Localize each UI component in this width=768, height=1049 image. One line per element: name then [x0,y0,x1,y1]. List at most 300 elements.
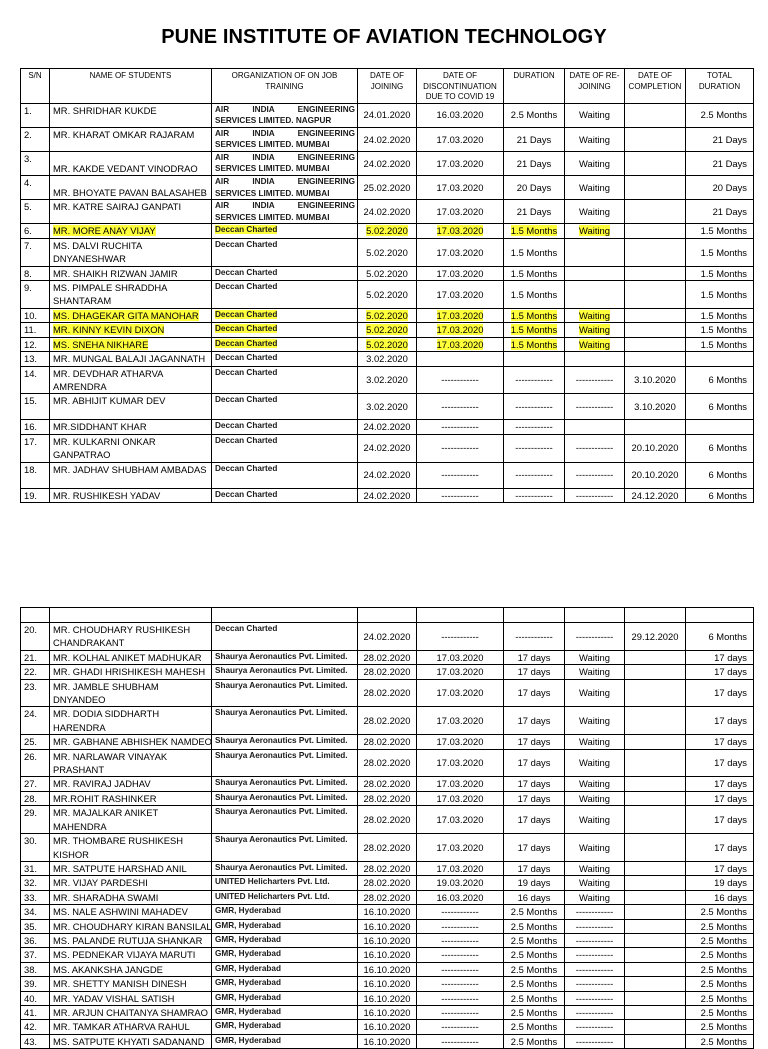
cell-rejoining: Waiting [565,890,625,904]
cell-total-duration: 2.5 Months [686,103,754,127]
cell-discontinuation: 17.03.2020 [417,665,504,679]
cell-date-of-joining: 28.02.2020 [358,665,417,679]
cell-duration: 17 days [504,707,565,735]
table-row [21,623,754,651]
cell-date-of-joining: 28.02.2020 [358,777,417,791]
cell-discontinuation: 17.03.2020 [417,151,504,175]
cell-discontinuation: 17.03.2020 [417,337,504,351]
cell-duration: 2.5 Months [504,948,565,962]
cell-date-of-joining: 16.10.2020 [358,948,417,962]
cell-completion [625,876,686,890]
cell-discontinuation: 17.03.2020 [417,735,504,749]
cell-total-duration: 17 days [686,679,754,707]
cell-organization: Shaurya Aeronautics Pvt. Limited. [212,679,358,707]
header-duration: DURATION [504,69,565,104]
cell-duration: 1.5 Months [504,238,565,266]
cell-date-of-joining: 24.02.2020 [358,200,417,224]
table-row [21,394,754,420]
cell-date-of-joining: 16.10.2020 [358,991,417,1005]
cell-duration: 2.5 Months [504,1020,565,1034]
header-sn: S/N [21,69,50,104]
cell-date-of-joining: 24.02.2020 [358,488,417,502]
cell-rejoining: Waiting [565,224,625,238]
table-row [21,890,754,904]
cell-name: MR. DEVDHAR ATHARVA AMRENDRA [50,366,212,394]
cell-duration: ------------ [504,488,565,502]
cell-sn: 1. [21,103,50,127]
cell-organization: Deccan Charted [212,281,358,309]
cell-name: MR. RAVIRAJ JADHAV [50,777,212,791]
cell-date-of-joining: 28.02.2020 [358,876,417,890]
cell-date-of-joining: 5.02.2020 [358,308,417,322]
cell-organization: GMR, Hyderabad [212,977,358,991]
cell-completion: 3.10.2020 [625,394,686,420]
cell-name: MR.ROHIT RASHINKER [50,791,212,805]
cell-organization: Deccan Charted [212,394,358,420]
table-row [21,919,754,933]
cell-discontinuation: 17.03.2020 [417,679,504,707]
cell-total-duration: 1.5 Months [686,323,754,337]
cell-total-duration: 2.5 Months [686,933,754,947]
cell-organization: AIR INDIA ENGINEERING SERVICES LIMITED. NAGPUR [212,103,358,127]
cell-organization: AIR INDIA ENGINEERING SERVICES LIMITED. MUMBAI [212,151,358,175]
table-row [21,488,754,502]
header-organization: ORGANIZATION OF ON JOB TRAINING [212,69,358,104]
cell-discontinuation: ------------ [417,488,504,502]
cell-name: MR. RUSHIKESH YADAV [50,488,212,502]
cell-rejoining: Waiting [565,176,625,200]
table-row [21,749,754,777]
cell-discontinuation: 16.03.2020 [417,890,504,904]
table-row [21,933,754,947]
cell-discontinuation: ------------ [417,948,504,962]
cell-completion [625,679,686,707]
cell-rejoining: Waiting [565,834,625,862]
cell-rejoining: ------------ [565,394,625,420]
table-row [21,462,754,488]
cell-completion [625,777,686,791]
cell-discontinuation: ------------ [417,977,504,991]
cell-sn: 24. [21,707,50,735]
cell-duration: 17 days [504,861,565,875]
cell-discontinuation: 17.03.2020 [417,323,504,337]
cell-discontinuation: 17.03.2020 [417,777,504,791]
cell-name: MR. SHETTY MANISH DINESH [50,977,212,991]
table-row [21,420,754,434]
cell-discontinuation: 17.03.2020 [417,806,504,834]
table-row [21,281,754,309]
cell-name: MR. NARLAWAR VINAYAK PRASHANT [50,749,212,777]
cell-organization: AIR INDIA ENGINEERING SERVICES LIMITED. MUMBAI [212,200,358,224]
cell-name: MR. GABHANE ABHISHEK NAMDEO [50,735,212,749]
cell-discontinuation: 17.03.2020 [417,861,504,875]
table-row [21,434,754,462]
cell-discontinuation: 17.03.2020 [417,749,504,777]
cell-organization: GMR, Hyderabad [212,933,358,947]
cell-sn: 23. [21,679,50,707]
table-row [21,103,754,127]
cell-total-duration: 6 Months [686,462,754,488]
cell-total-duration: 1.5 Months [686,224,754,238]
cell-organization: Deccan Charted [212,366,358,394]
cell-date-of-joining: 16.10.2020 [358,1034,417,1048]
cell-total-duration: 17 days [686,834,754,862]
cell-organization: GMR, Hyderabad [212,905,358,919]
cell-name: MR. KATRE SAIRAJ GANPATI [50,200,212,224]
cell-sn: 6. [21,224,50,238]
cell-rejoining: ------------ [565,962,625,976]
cell-sn: 5. [21,200,50,224]
cell-organization: UNITED Helicharters Pvt. Ltd. [212,890,358,904]
cell-sn: 19. [21,488,50,502]
cell-total-duration: 17 days [686,791,754,805]
cell-completion [625,919,686,933]
cell-duration: 2.5 Months [504,905,565,919]
students-table-2 [20,607,754,1049]
table-row [21,176,754,200]
cell-sn: 16. [21,420,50,434]
cell-duration: 17 days [504,834,565,862]
cell-name: MR. SHARADHA SWAMI [50,890,212,904]
cell-rejoining: ------------ [565,462,625,488]
cell-total-duration: 1.5 Months [686,281,754,309]
header-discontinuation: DATE OF DISCONTINUATION DUE TO COVID 19 [417,69,504,104]
cell-date-of-joining: 25.02.2020 [358,176,417,200]
cell-name: MR.SIDDHANT KHAR [50,420,212,434]
cell-rejoining: Waiting [565,308,625,322]
cell-rejoining: ------------ [565,919,625,933]
cell-name: MR. YADAV VISHAL SATISH [50,991,212,1005]
cell-discontinuation: 16.03.2020 [417,103,504,127]
cell-rejoining [565,238,625,266]
cell-completion [625,707,686,735]
table-row [21,679,754,707]
cell-name: MR. BHOYATE PAVAN BALASAHEB [50,176,212,200]
cell-discontinuation: 17.03.2020 [417,176,504,200]
cell-sn: 43. [21,1034,50,1048]
cell-completion [625,948,686,962]
cell-organization: Deccan Charted [212,323,358,337]
cell-duration: ------------ [504,420,565,434]
cell-organization: Shaurya Aeronautics Pvt. Limited. [212,650,358,664]
cell-rejoining: Waiting [565,777,625,791]
cell-rejoining: Waiting [565,679,625,707]
cell-total-duration: 21 Days [686,151,754,175]
cell-total-duration [686,420,754,434]
cell-date-of-joining: 28.02.2020 [358,707,417,735]
cell-discontinuation: ------------ [417,919,504,933]
cell-discontinuation: ------------ [417,905,504,919]
cell-duration [504,352,565,366]
cell-duration: 1.5 Months [504,337,565,351]
cell-completion [625,127,686,151]
table-row [21,238,754,266]
cell-organization: Shaurya Aeronautics Pvt. Limited. [212,861,358,875]
cell-sn: 39. [21,977,50,991]
cell-rejoining: Waiting [565,650,625,664]
cell-name: MR. KHARAT OMKAR RAJARAM [50,127,212,151]
cell-date-of-joining: 5.02.2020 [358,323,417,337]
cell-discontinuation: 17.03.2020 [417,650,504,664]
cell-sn: 37. [21,948,50,962]
cell-completion [625,834,686,862]
cell-sn: 7. [21,238,50,266]
cell-organization: AIR INDIA ENGINEERING SERVICES LIMITED. MUMBAI [212,127,358,151]
cell-date-of-joining: 5.02.2020 [358,266,417,280]
cell-name: MR. THOMBARE RUSHIKESH KISHOR [50,834,212,862]
cell-duration: 1.5 Months [504,323,565,337]
cell-duration: 2.5 Months [504,919,565,933]
cell-total-duration: 6 Months [686,366,754,394]
cell-completion [625,890,686,904]
cell-rejoining: Waiting [565,127,625,151]
cell-discontinuation: ------------ [417,962,504,976]
cell-rejoining: Waiting [565,323,625,337]
cell-duration: 16 days [504,890,565,904]
cell-name: MR. ABHIJIT KUMAR DEV [50,394,212,420]
cell-duration: ------------ [504,623,565,651]
cell-date-of-joining: 24.02.2020 [358,127,417,151]
cell-completion [625,308,686,322]
cell-completion [625,933,686,947]
cell-duration: 1.5 Months [504,266,565,280]
cell-completion [625,352,686,366]
cell-completion [625,337,686,351]
cell-total-duration: 21 Days [686,200,754,224]
table-row [21,224,754,238]
cell-completion [625,665,686,679]
cell-organization: GMR, Hyderabad [212,962,358,976]
cell-rejoining: Waiting [565,876,625,890]
table-row [21,200,754,224]
cell-rejoining: Waiting [565,337,625,351]
cell-discontinuation: 17.03.2020 [417,266,504,280]
cell-completion [625,224,686,238]
cell-sn: 31. [21,861,50,875]
cell-organization: Deccan Charted [212,337,358,351]
cell-sn: 25. [21,735,50,749]
cell-organization: Deccan Charted [212,224,358,238]
cell-name: MS. DHAGEKAR GITA MANOHAR [50,308,212,322]
cell-total-duration: 17 days [686,650,754,664]
cell-date-of-joining: 5.02.2020 [358,224,417,238]
cell-name: MS. PALANDE RUTUJA SHANKAR [50,933,212,947]
table-row [21,266,754,280]
cell-sn: 4. [21,176,50,200]
cell-date-of-joining: 3.02.2020 [358,394,417,420]
cell-date-of-joining: 28.02.2020 [358,834,417,862]
cell-total-duration: 2.5 Months [686,905,754,919]
cell-sn: 40. [21,991,50,1005]
cell-name: MR. MAJALKAR ANIKET MAHENDRA [50,806,212,834]
cell-name: MR. DODIA SIDDHARTH HARENDRA [50,707,212,735]
table-row [21,650,754,664]
cell-name: MR. JAMBLE SHUBHAM DNYANDEO [50,679,212,707]
cell-completion [625,962,686,976]
cell-organization: Shaurya Aeronautics Pvt. Limited. [212,707,358,735]
cell-name: MR. MUNGAL BALAJI JAGANNATH [50,352,212,366]
cell-sn: 14. [21,366,50,394]
cell-total-duration: 17 days [686,707,754,735]
cell-total-duration: 6 Months [686,434,754,462]
cell-organization: UNITED Helicharters Pvt. Ltd. [212,876,358,890]
cell-name: MR. CHOUDHARY RUSHIKESH CHANDRAKANT [50,623,212,651]
cell-duration: 2.5 Months [504,962,565,976]
cell-discontinuation: 19.03.2020 [417,876,504,890]
cell-completion [625,735,686,749]
cell-sn: 17. [21,434,50,462]
cell-total-duration: 6 Months [686,394,754,420]
cell-discontinuation: ------------ [417,991,504,1005]
cell-date-of-joining: 24.02.2020 [358,434,417,462]
cell-discontinuation: 17.03.2020 [417,127,504,151]
cell-discontinuation [417,352,504,366]
cell-total-duration: 17 days [686,777,754,791]
cell-organization: Deccan Charted [212,623,358,651]
cell-rejoining: ------------ [565,434,625,462]
cell-name: MR. KAKDE VEDANT VINODRAO [50,151,212,175]
cell-discontinuation: 17.03.2020 [417,791,504,805]
cell-date-of-joining: 16.10.2020 [358,1020,417,1034]
cell-rejoining: Waiting [565,806,625,834]
cell-duration: 21 Days [504,200,565,224]
cell-total-duration: 1.5 Months [686,337,754,351]
cell-total-duration: 16 days [686,890,754,904]
cell-name: MS. PEDNEKAR VIJAYA MARUTI [50,948,212,962]
cell-discontinuation: ------------ [417,434,504,462]
cell-total-duration: 2.5 Months [686,977,754,991]
cell-organization: Deccan Charted [212,238,358,266]
cell-discontinuation: ------------ [417,462,504,488]
table-row [21,337,754,351]
cell-sn: 35. [21,919,50,933]
cell-sn: 42. [21,1020,50,1034]
table-row [21,777,754,791]
cell-rejoining: Waiting [565,200,625,224]
cell-date-of-joining: 5.02.2020 [358,238,417,266]
cell-completion: 20.10.2020 [625,462,686,488]
cell-sn: 15. [21,394,50,420]
cell-discontinuation: 17.03.2020 [417,281,504,309]
cell-discontinuation: ------------ [417,394,504,420]
cell-date-of-joining: 16.10.2020 [358,977,417,991]
cell-total-duration: 6 Months [686,623,754,651]
cell-date-of-joining: 28.02.2020 [358,749,417,777]
cell-date-of-joining: 28.02.2020 [358,791,417,805]
cell-date-of-joining: 28.02.2020 [358,806,417,834]
cell-rejoining: ------------ [565,948,625,962]
cell-discontinuation: 17.03.2020 [417,707,504,735]
cell-duration: 21 Days [504,127,565,151]
table-row [21,806,754,834]
cell-duration: ------------ [504,434,565,462]
cell-organization: GMR, Hyderabad [212,991,358,1005]
cell-completion [625,861,686,875]
cell-date-of-joining: 5.02.2020 [358,281,417,309]
cell-completion [625,905,686,919]
cell-sn: 28. [21,791,50,805]
cell-sn: 33. [21,890,50,904]
cell-duration: ------------ [504,394,565,420]
table-row [21,352,754,366]
cell-completion [625,1034,686,1048]
cell-completion [625,281,686,309]
cell-date-of-joining: 16.10.2020 [358,919,417,933]
cell-rejoining: ------------ [565,977,625,991]
header-name: NAME OF STUDENTS [50,69,212,104]
cell-total-duration: 2.5 Months [686,1034,754,1048]
table-row [21,791,754,805]
cell-organization: Deccan Charted [212,434,358,462]
cell-completion [625,323,686,337]
cell-sn: 38. [21,962,50,976]
cell-rejoining: Waiting [565,749,625,777]
cell-total-duration: 17 days [686,665,754,679]
cell-completion [625,420,686,434]
page-title: PUNE INSTITUTE OF AVIATION TECHNOLOGY [161,26,607,48]
cell-total-duration: 2.5 Months [686,991,754,1005]
cell-organization: AIR INDIA ENGINEERING SERVICES LIMITED. MUMBAI [212,176,358,200]
cell-completion [625,103,686,127]
cell-organization: GMR, Hyderabad [212,1034,358,1048]
cell-completion [625,151,686,175]
cell-rejoining [565,266,625,280]
table-row [21,665,754,679]
cell-discontinuation: 17.03.2020 [417,200,504,224]
cell-rejoining: ------------ [565,1020,625,1034]
cell-duration: 21 Days [504,151,565,175]
cell-rejoining: ------------ [565,1034,625,1048]
cell-organization: Shaurya Aeronautics Pvt. Limited. [212,735,358,749]
cell-sn: 29. [21,806,50,834]
table-row [21,151,754,175]
table-row [21,905,754,919]
cell-completion [625,266,686,280]
cell-date-of-joining: 16.10.2020 [358,905,417,919]
table-row [21,1034,754,1048]
cell-duration: 17 days [504,791,565,805]
cell-discontinuation: ------------ [417,1020,504,1034]
cell-completion [625,1020,686,1034]
cell-total-duration: 2.5 Months [686,948,754,962]
cell-date-of-joining: 24.02.2020 [358,151,417,175]
cell-sn: 32. [21,876,50,890]
cell-completion [625,977,686,991]
cell-duration: 2.5 Months [504,991,565,1005]
cell-total-duration: 1.5 Months [686,266,754,280]
cell-organization: Deccan Charted [212,420,358,434]
header-total-duration: TOTAL DURATION [686,69,754,104]
cell-rejoining: Waiting [565,735,625,749]
blank-header-row [21,608,754,623]
cell-rejoining: ------------ [565,905,625,919]
cell-date-of-joining: 28.02.2020 [358,861,417,875]
cell-duration: ------------ [504,366,565,394]
cell-total-duration: 17 days [686,735,754,749]
cell-duration: 2.5 Months [504,933,565,947]
cell-duration: 17 days [504,749,565,777]
cell-organization: GMR, Hyderabad [212,1005,358,1019]
cell-rejoining [565,352,625,366]
cell-name: MR. TAMKAR ATHARVA RAHUL [50,1020,212,1034]
cell-organization: Shaurya Aeronautics Pvt. Limited. [212,834,358,862]
cell-total-duration: 17 days [686,806,754,834]
cell-completion [625,650,686,664]
cell-organization: Shaurya Aeronautics Pvt. Limited. [212,749,358,777]
cell-sn: 8. [21,266,50,280]
cell-total-duration: 17 days [686,749,754,777]
cell-name: MR. MORE ANAY VIJAY [50,224,212,238]
